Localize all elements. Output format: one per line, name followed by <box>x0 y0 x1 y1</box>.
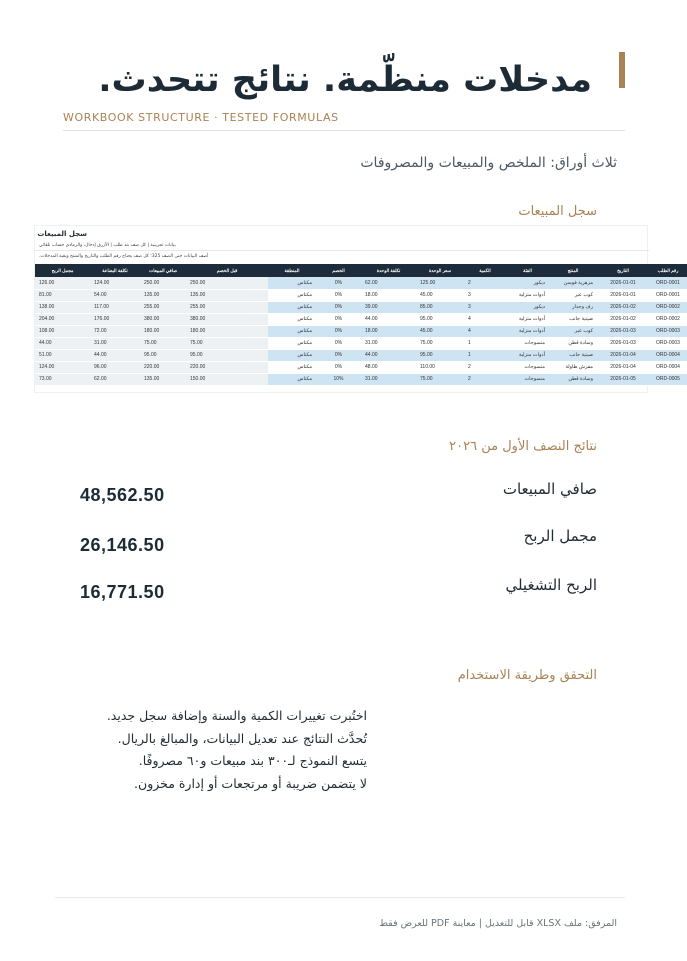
table-cell: 3 <box>464 289 506 301</box>
table-cell: 255.00 <box>186 301 268 313</box>
table-row <box>35 337 687 349</box>
table-cell: 44.00 <box>361 349 416 361</box>
sales-section-heading: سجل المبيعات <box>518 204 597 219</box>
table-cell: 54.00 <box>90 289 140 301</box>
table-cell: مكناس <box>268 301 316 313</box>
table-row <box>35 373 687 385</box>
table-cell: 75.00 <box>416 373 464 385</box>
table-header-cell: قبل الخصم <box>186 264 268 277</box>
table-cell: 180.00 <box>140 325 186 337</box>
table-cell: كوب عبر <box>549 325 597 337</box>
table-cell: مكناس <box>268 313 316 325</box>
table-cell: منسوجات <box>506 373 549 385</box>
table-cell: ORD-0003 <box>649 337 687 349</box>
table-cell: 135.00 <box>140 289 186 301</box>
sheet-title: سجل المبيعات <box>37 230 87 238</box>
table-cell: 2026-01-02 <box>597 313 649 325</box>
table-cell: 1 <box>464 349 506 361</box>
result-label-gross-profit: مجمل الربح <box>523 527 597 545</box>
table-header-cell: التاريخ <box>597 264 649 277</box>
table-cell: أدوات منزلية <box>506 289 549 301</box>
table-cell: 0% <box>316 349 361 361</box>
usage-line: يتسع النموذج لـ٣٠٠ بند مبيعات و٦٠ مصروفًا. <box>138 753 367 768</box>
sheet-note-2: أضف البيانات حتى الصف 325؛ كل صف يحتاج رقم الطلب والتاريخ والمنتج وبقية المدخلات. <box>39 254 209 259</box>
table-header-cell: المنتج <box>549 264 597 277</box>
table-cell: 2026-01-05 <box>597 373 649 385</box>
usage-line: اختُبرت تغييرات الكمية والسنة وإضافة سجل جديد. <box>106 708 367 723</box>
table-cell: 125.00 <box>416 277 464 289</box>
table-cell: 2026-01-01 <box>597 277 649 289</box>
table-cell: ORD-0005 <box>649 373 687 385</box>
result-value-operating-profit: 16,771.50 <box>80 582 165 602</box>
table-cell: 18.00 <box>361 289 416 301</box>
table-cell: 0% <box>316 277 361 289</box>
table-cell: 75.00 <box>140 337 186 349</box>
table-cell: 2026-01-03 <box>597 325 649 337</box>
table-cell: ORD-0001 <box>649 277 687 289</box>
table-cell: 44.00 <box>35 337 90 349</box>
table-cell: 75.00 <box>416 337 464 349</box>
table-cell: 117.00 <box>90 301 140 313</box>
table-header-cell: مجمل الربح <box>35 264 90 277</box>
table-cell: 4 <box>464 325 506 337</box>
table-cell: 255.00 <box>140 301 186 313</box>
usage-heading: التحقق وطريقة الاستخدام <box>457 668 597 683</box>
table-cell: 2026-01-03 <box>597 337 649 349</box>
table-cell: 85.00 <box>416 301 464 313</box>
table-cell: ديكور <box>506 277 549 289</box>
table-cell: 95.00 <box>416 349 464 361</box>
table-cell: 176.00 <box>90 313 140 325</box>
table-cell: 81.00 <box>35 289 90 301</box>
table-cell: مكناس <box>268 361 316 373</box>
table-cell: 250.00 <box>186 277 268 289</box>
footer-divider <box>55 897 625 898</box>
table-cell: 380.00 <box>140 313 186 325</box>
sales-table <box>35 264 687 386</box>
intro-text: ثلاث أوراق: الملخص والمبيعات والمصروفات <box>360 155 617 171</box>
table-cell: كوب عبر <box>549 289 597 301</box>
table-cell: مكناس <box>268 325 316 337</box>
page-title: مدخلات منظّمة. نتائج تتحدث. <box>98 60 592 100</box>
table-cell: صينية جانب <box>549 349 597 361</box>
sheet-divider <box>35 250 649 251</box>
table-row <box>35 313 687 325</box>
table-cell: 0% <box>316 289 361 301</box>
table-cell: 31.00 <box>361 337 416 349</box>
table-cell: وسادة قطن <box>549 373 597 385</box>
table-cell: 2026-01-04 <box>597 361 649 373</box>
sheet-note-1: بيانات تجريبية | كل صف بند طلب | الأزرق إدخال، والرمادي حساب تلقائي <box>39 243 176 248</box>
table-cell: ORD-0001 <box>649 289 687 301</box>
table-cell: ORD-0004 <box>649 349 687 361</box>
table-cell: 72.00 <box>90 325 140 337</box>
usage-line: لا يتضمن ضريبة أو مرتجعات أو إدارة مخزون. <box>134 775 367 791</box>
table-cell: 62.00 <box>361 277 416 289</box>
table-cell: 75.00 <box>186 337 268 349</box>
result-label-operating-profit: الربح التشغيلي <box>505 576 597 594</box>
table-cell: 124.00 <box>35 361 90 373</box>
table-cell: 95.00 <box>140 349 186 361</box>
table-cell: 45.00 <box>416 289 464 301</box>
table-cell: 126.00 <box>35 277 90 289</box>
table-cell: 2026-01-04 <box>597 349 649 361</box>
result-value-net-sales: 48,562.50 <box>80 485 165 505</box>
table-cell: 31.00 <box>90 337 140 349</box>
table-cell: 380.00 <box>186 313 268 325</box>
table-cell: 2026-01-01 <box>597 289 649 301</box>
table-cell: رف وجدار <box>549 301 597 313</box>
table-header-cell: الفئة <box>506 264 549 277</box>
table-cell: مكناس <box>268 277 316 289</box>
accent-bar <box>619 52 625 88</box>
table-cell: 2026-01-02 <box>597 301 649 313</box>
table-cell: 95.00 <box>186 349 268 361</box>
table-cell: مزهرية فوسن <box>549 277 597 289</box>
table-cell: 0% <box>316 361 361 373</box>
table-cell: 51.00 <box>35 349 90 361</box>
table-cell: 0% <box>316 313 361 325</box>
result-value-gross-profit: 26,146.50 <box>80 535 165 555</box>
table-cell: 18.00 <box>361 325 416 337</box>
table-cell: 124.00 <box>90 277 140 289</box>
table-row <box>35 301 687 313</box>
table-row <box>35 349 687 361</box>
table-cell: 39.00 <box>361 301 416 313</box>
table-cell: 62.00 <box>90 373 140 385</box>
table-cell: منسوجات <box>506 337 549 349</box>
table-cell: مكناس <box>268 289 316 301</box>
usage-list <box>7 705 367 795</box>
table-cell: مكناس <box>268 337 316 349</box>
table-cell: 204.00 <box>35 313 90 325</box>
table-cell: 250.00 <box>140 277 186 289</box>
table-cell: 3 <box>464 301 506 313</box>
table-header-cell: المنطقة <box>268 264 316 277</box>
table-cell: ORD-0004 <box>649 361 687 373</box>
table-cell: مفرش طاولة <box>549 361 597 373</box>
table-cell: 45.00 <box>416 325 464 337</box>
sales-sheet-preview <box>34 225 680 393</box>
table-cell: 110.00 <box>416 361 464 373</box>
page-subtitle: WORKBOOK STRUCTURE · TESTED FORMULAS <box>63 111 339 124</box>
table-header-cell: تكلفة البضاعة <box>90 264 140 277</box>
table-cell: 180.00 <box>186 325 268 337</box>
table-cell: 220.00 <box>140 361 186 373</box>
table-header-cell: الخصم <box>316 264 361 277</box>
results-heading: نتائج النصف الأول من ٢٠٢٦ <box>449 439 597 454</box>
usage-line: تُحدَّث النتائج عند تعديل البيانات، والمبالغ بالريال. <box>117 730 367 746</box>
table-cell: 96.00 <box>90 361 140 373</box>
table-header-cell: سعر الوحدة <box>416 264 464 277</box>
table-cell: 73.00 <box>35 373 90 385</box>
table-cell: 31.00 <box>361 373 416 385</box>
table-cell: أدوات منزلية <box>506 349 549 361</box>
table-cell: منسوجات <box>506 361 549 373</box>
table-header-cell: رقم الطلب <box>649 264 687 277</box>
table-cell: ORD-0003 <box>649 325 687 337</box>
divider <box>63 130 625 131</box>
table-cell: مكناس <box>268 373 316 385</box>
table-cell: 2 <box>464 373 506 385</box>
table-cell: 4 <box>464 313 506 325</box>
table-cell: 150.00 <box>186 373 268 385</box>
table-header-cell: صافي المبيعات <box>140 264 186 277</box>
table-cell: وسادة قطن <box>549 337 597 349</box>
table-cell: 95.00 <box>416 313 464 325</box>
table-cell: أدوات منزلية <box>506 313 549 325</box>
table-cell: 48.00 <box>361 361 416 373</box>
table-cell: صينية جانب <box>549 313 597 325</box>
footer-note: المرفق: ملف XLSX قابل للتعديل | معاينة PDF للعرض فقط <box>379 918 617 929</box>
table-header-cell: تكلفة الوحدة <box>361 264 416 277</box>
table-cell: 138.00 <box>35 301 90 313</box>
table-header-cell: الكمية <box>464 264 506 277</box>
table-cell: ديكور <box>506 301 549 313</box>
table-cell: 2 <box>464 277 506 289</box>
table-cell: 220.00 <box>186 361 268 373</box>
table-row <box>35 277 687 289</box>
table-cell: 0% <box>316 325 361 337</box>
result-label-net-sales: صافي المبيعات <box>502 480 597 498</box>
table-cell: ORD-0002 <box>649 313 687 325</box>
table-cell: 10% <box>316 373 361 385</box>
table-cell: مكناس <box>268 349 316 361</box>
table-cell: 2 <box>464 361 506 373</box>
table-cell: 0% <box>316 337 361 349</box>
table-cell: 135.00 <box>140 373 186 385</box>
table-cell: 1 <box>464 337 506 349</box>
table-cell: 44.00 <box>90 349 140 361</box>
table-cell: 44.00 <box>361 313 416 325</box>
table-row <box>35 289 687 301</box>
table-cell: ORD-0002 <box>649 301 687 313</box>
table-header-row <box>35 264 687 277</box>
table-row <box>35 325 687 337</box>
table-row <box>35 361 687 373</box>
table-cell: 0% <box>316 301 361 313</box>
table-cell: أدوات منزلية <box>506 325 549 337</box>
table-cell: 135.00 <box>186 289 268 301</box>
table-cell: 108.00 <box>35 325 90 337</box>
